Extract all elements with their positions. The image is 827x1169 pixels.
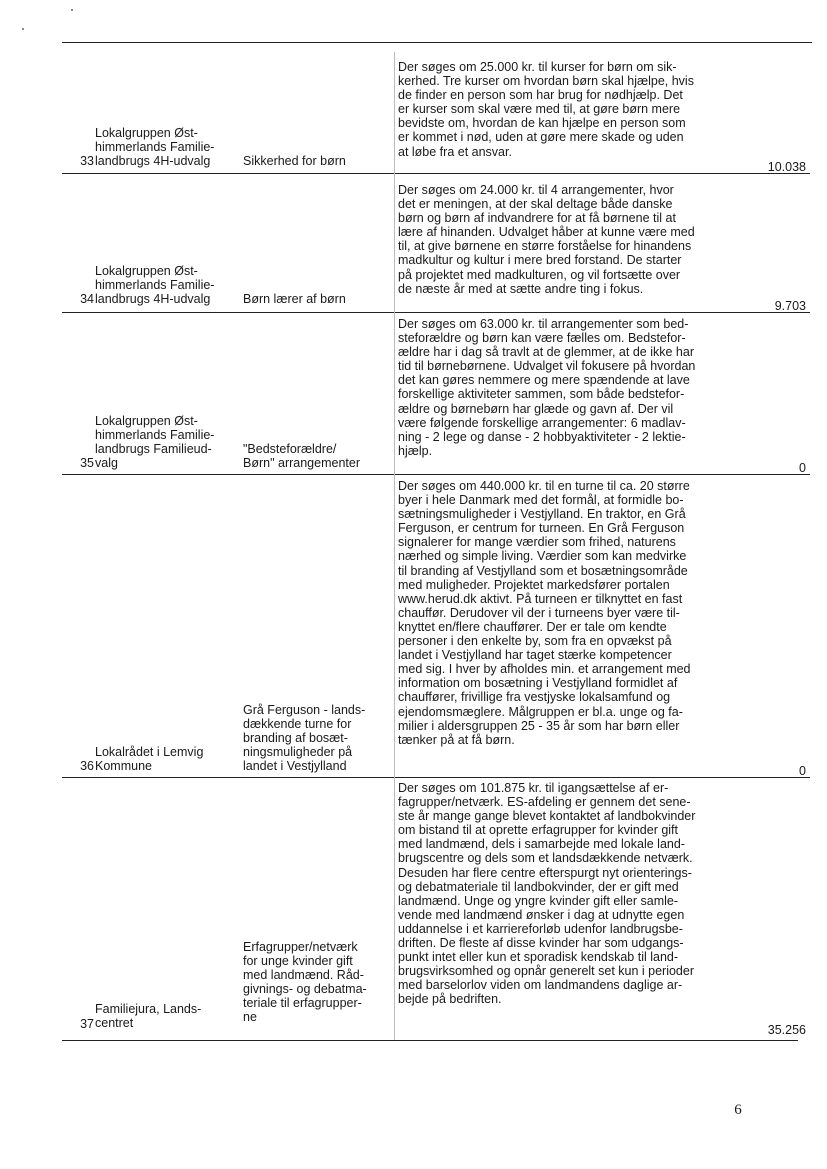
amount-cell: 10.038 — [767, 160, 806, 174]
description-cell: Der søges om 24.000 kr. til 4 arrangementer, hvor det er meningen, at der skal deltage både danske børn og børn af indvandrere for at få børnene til at lære af hinanden. Udvalget håber at kunne være med til, at give børnene en større forståelse for hinandens madkultur og kultur i mere bred forstand. De starter på projektet med madkulturen, og vil fortsætte over de næste år med at sætte andre ting i fokus. — [398, 183, 695, 296]
row-separator — [62, 1040, 798, 1041]
project-cell: Børn lærer af børn — [243, 292, 346, 306]
applicant-cell: Lokalrådet i Lemvig Kommune — [95, 745, 204, 774]
amount-cell: 0 — [799, 764, 806, 778]
applicant-cell: Lokalgruppen Øst- himmerlands Familie- landbrugs 4H-udvalg — [95, 264, 215, 307]
row-separator — [62, 312, 810, 313]
row-separator — [62, 474, 810, 475]
row-number: 33 — [80, 154, 94, 168]
applicant-cell: Lokalgruppen Øst- himmerlands Familie- landbrugs 4H-udvalg — [95, 126, 215, 169]
applicant-cell: Lokalgruppen Øst- himmerlands Familie- landbrugs Familieud- valg — [95, 414, 215, 471]
project-cell: Sikkerhed for børn — [243, 154, 346, 168]
description-cell: Der søges om 25.000 kr. til kurser for børn om sik- kerhed. Tre kurser om hvordan børn skal hjælpe, hvis de finder en person som har brug for nødhjælp. Det er kurser som skal være med til, at gøre børn mere bevidste om, hvordan de kan hjælpe en person som er kommet i nød, uden at gøre mere skade og uden at løbe fra et ansvar. — [398, 60, 694, 159]
page-number: 6 — [734, 1102, 742, 1118]
row-number: 37 — [80, 1017, 94, 1031]
row-separator — [62, 173, 810, 174]
description-cell: Der søges om 440.000 kr. til en turne til ca. 20 større byer i hele Danmark med det formål, at formidle bo- sætningsmuligheder i Vestjylland. En traktor, en Grå Ferguson, er centrum for turneen. En Grå Ferguson signalerer for mange værdier som frihed, naturens nærhed og simple living. Værdier som kan medvirke til branding af Vestjylland som et bosætningsområde med muligheder. Projektet markedsfører portalen www.herud.dk aktivt. På turneen er tilknyttet en fast chauffør. Derudover vil der i turneens byer være til- knyttet en/flere chauffører. Der er tale om kendte personer i den enkelte by, som fra en opvækst på landet i Vestjylland har taget stærke kompetencer med sig. I hver by afholdes min. et arrangement med information om bosætning i Vestjylland formidlet af chauffører, frivillige fra vestjyske lokalsamfund og ejendomsmæglere. Målgruppen er bl.a. unge og fa- milier i aldersgruppen 25 - 35 år som har børn eller tænker på at få børn. — [398, 479, 691, 747]
project-cell: Grå Ferguson - lands- dækkende turne for branding af bosæt- ningsmuligheder på landet i Vestjylland — [243, 703, 366, 774]
amount-cell: 0 — [799, 461, 806, 475]
scan-speck — [71, 9, 73, 11]
row-number: 35 — [80, 456, 94, 470]
project-cell: "Bedsteforældre/ Børn" arrangementer — [243, 442, 360, 471]
column-divider — [394, 52, 395, 1040]
project-cell: Erfagrupper/netværk for unge kvinder gift med landmænd. Råd- givnings- og debatma- teriale til erfagrupper- ne — [243, 940, 367, 1025]
row-separator — [62, 777, 810, 778]
applicant-cell: Familiejura, Lands- centret — [95, 1002, 202, 1031]
row-number: 36 — [80, 759, 94, 773]
amount-cell: 35.256 — [767, 1023, 806, 1037]
row-number: 34 — [80, 292, 94, 306]
top-rule — [62, 42, 812, 43]
amount-cell: 9.703 — [774, 299, 806, 313]
description-cell: Der søges om 63.000 kr. til arrangementer som bed- steforældre og børn kan være fælles om. Bedstefor- ældre har i dag så travlt at de glemmer, at de ikke har tid til børnebørnene. Udvalget vil fokusere på hvordan det kan gøres nemmere og mere spændende at lave forskellige aktiviteter sammen, som både bedstefor- ældre og børnebørn har glæde og gavn af. Der vil være følgende forskellige arrangementer: 6 madlav- ning - 2 lege og danse - 2 hobbyaktiviteter - 2 lektie- hjælp. — [398, 317, 696, 458]
scan-speck — [22, 28, 24, 30]
description-cell: Der søges om 101.875 kr. til igangsættelse af er- fagrupper/netværk. ES-afdeling er gennem det sene- ste år mange gange blevet kontaktet af landbokvinder om bistand til at oprette erfagrupper for kvinder gift med landmænd, dels i samarbejde med lokale land- brugscentre og dels som et landsdækkende netværk. Desuden har flere centre efterspurgt nyt orienterings- og debatmateriale til landbokvinder, der er gift med landmænd. Unge og yngre kvinder gift eller samle- vende med landmænd ønsker i dag at udnytte egen uddannelse i et karriereforløb udenfor landbrugsbe- driften. De fleste af disse kvinder har som udgangs- punkt intet eller kun et sporadisk kendskab til land- brugsvirksomhed og opnår generelt set kun i perioder med barselorlov viden om landmandens daglige ar- bejde på bedriften. — [398, 781, 696, 1007]
